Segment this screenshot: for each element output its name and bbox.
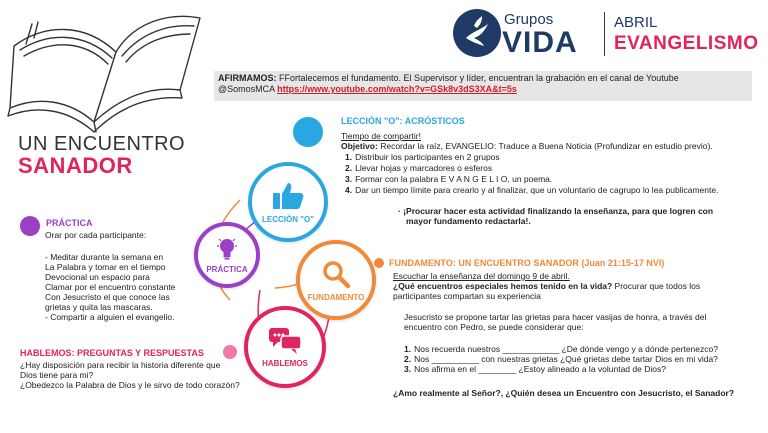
node-fundamento bbox=[296, 240, 376, 320]
page-title-line1: UN ENCUENTRO bbox=[18, 133, 186, 155]
fundamento-closing: ¿Amo realmente al Señor?, ¿Quién desea un Encuentro con Jesucristo, el Sanador? bbox=[393, 388, 735, 398]
fundamento-body: Escuchar la enseñanza del domingo 9 de abril. ¿Qué encuentros especiales hemos tenido en la vida? Procurar que todos los participantes compartan su experiencia bbox=[393, 271, 758, 301]
chat-bubbles-icon bbox=[268, 327, 302, 355]
fundamento-dot bbox=[374, 258, 384, 268]
logo-divider bbox=[604, 12, 605, 56]
list-item: 2. Llevar hojas y marcadores o esferos bbox=[345, 163, 493, 173]
open-book-illustration bbox=[4, 4, 204, 139]
practica-intro: Orar por cada participante: bbox=[45, 230, 147, 240]
list-item: 3. Nos afirma en el ________ ¿Estoy alineado a la voluntad de Dios? bbox=[404, 364, 666, 374]
afirmamos-handle: @SomosMCA bbox=[218, 84, 278, 94]
leccion-body bbox=[341, 131, 761, 196]
fundamento-paragraph: Jesucristo se propone tartar las grietas para hacer vasijas de honra, a través del encuentro con Pedro, se puede considerar que: bbox=[404, 312, 707, 332]
thumbs-up-icon bbox=[271, 181, 305, 211]
hablemos-heading: HABLEMOS: PREGUNTAS Y RESPUESTAS bbox=[20, 348, 204, 358]
list-item: 4. Dar un tiempo límite para crearlo y al finalizar, que un voluntario de cagrupo lo lea publicamente. bbox=[345, 185, 719, 195]
logo-vida-text: VIDA bbox=[502, 26, 578, 59]
fundamento-listen: Escuchar la enseñanza del domingo 9 de abril. bbox=[393, 271, 570, 281]
lightbulb-icon bbox=[217, 237, 237, 261]
afirmamos-text: FFortalecemos el fundamento. El Supervisor y líder, encuentran la grabación en el canal de Youtube bbox=[276, 73, 679, 83]
logo-grupos-text: Grupos bbox=[504, 11, 554, 28]
logo-dove-icon bbox=[452, 8, 502, 58]
hablemos-body: ¿Hay disposición para recibir la historia diferente que Dios tiene para mi? ¿Obedezco la Palabra de Dios y le sirvo de todo corazón? bbox=[20, 360, 240, 390]
fundamento-question: ¿Qué encuentros especiales hemos tenido en la vida? bbox=[393, 281, 613, 291]
objective-label: Objetivo: bbox=[341, 141, 378, 151]
theme-label: EVANGELISMO bbox=[614, 33, 759, 54]
list-item: 1. Nos recuerda nuestros ____________ ¿De dónde vengo y a dónde pertenezco? bbox=[404, 344, 718, 354]
leccion-heading: LECCIÓN "O": ACRÓSTICOS bbox=[341, 116, 465, 126]
practica-dot bbox=[20, 216, 40, 236]
page-title-line2: SANADOR bbox=[18, 153, 133, 178]
fundamento-heading: FUNDAMENTO: UN ENCUENTRO SANADOR (Juan 21:15-17 NVI) bbox=[389, 258, 665, 268]
leccion-steps bbox=[345, 152, 761, 195]
objective-text: Recordar la raíz, EVANGELIO: Traduce a Buena Noticia (Profundizar en estudio previo). bbox=[377, 141, 713, 151]
leccion-subtitle: Tiempo de compartir! bbox=[341, 131, 421, 141]
list-item: 2. Nos __________ con nuestras grietas ¿Qué grietas debe tartar Dios en mi vida? bbox=[404, 354, 718, 364]
month-label: ABRIL bbox=[614, 14, 658, 31]
hablemos-dot bbox=[223, 345, 237, 359]
afirmamos-banner bbox=[214, 71, 752, 101]
list-item: 1. Distribuir los participantes en 2 grupos bbox=[345, 152, 500, 162]
practica-heading: PRÁCTICA bbox=[46, 218, 93, 228]
fundamento-items bbox=[404, 344, 764, 374]
practica-body: - Meditar durante la semana en La Palabra y tomar en el tiempo Devocional un espacio para Clamar por el encuentro constante Con Jesucristo el que conoce las grietas y quita las mascaras. - Compartir a alguien el evangelio. bbox=[45, 252, 176, 322]
node-practica-label: PRÁCTICA bbox=[206, 264, 248, 274]
youtube-link[interactable]: https://www.youtube.com/watch?v=GSk8v3dS3XA&t=5s bbox=[277, 84, 517, 94]
list-item: 3. Formar con la palabra E V A N G E L I O, un poema. bbox=[345, 174, 553, 184]
node-fundamento-label: FUNDAMENTO bbox=[307, 292, 365, 302]
afirmamos-label: AFIRMAMOS: bbox=[218, 73, 277, 83]
magnifier-icon bbox=[321, 259, 351, 289]
node-leccion-label: LECCIÓN "O" bbox=[261, 214, 315, 224]
leccion-dot bbox=[293, 117, 323, 147]
leccion-note: · ¡Procurar hacer esta actividad finalizando la enseñanza, para que logren con mayor fundamento redactarla!. bbox=[398, 206, 714, 226]
node-leccion bbox=[248, 162, 328, 242]
node-hablemos-label: HABLEMOS bbox=[262, 358, 308, 368]
